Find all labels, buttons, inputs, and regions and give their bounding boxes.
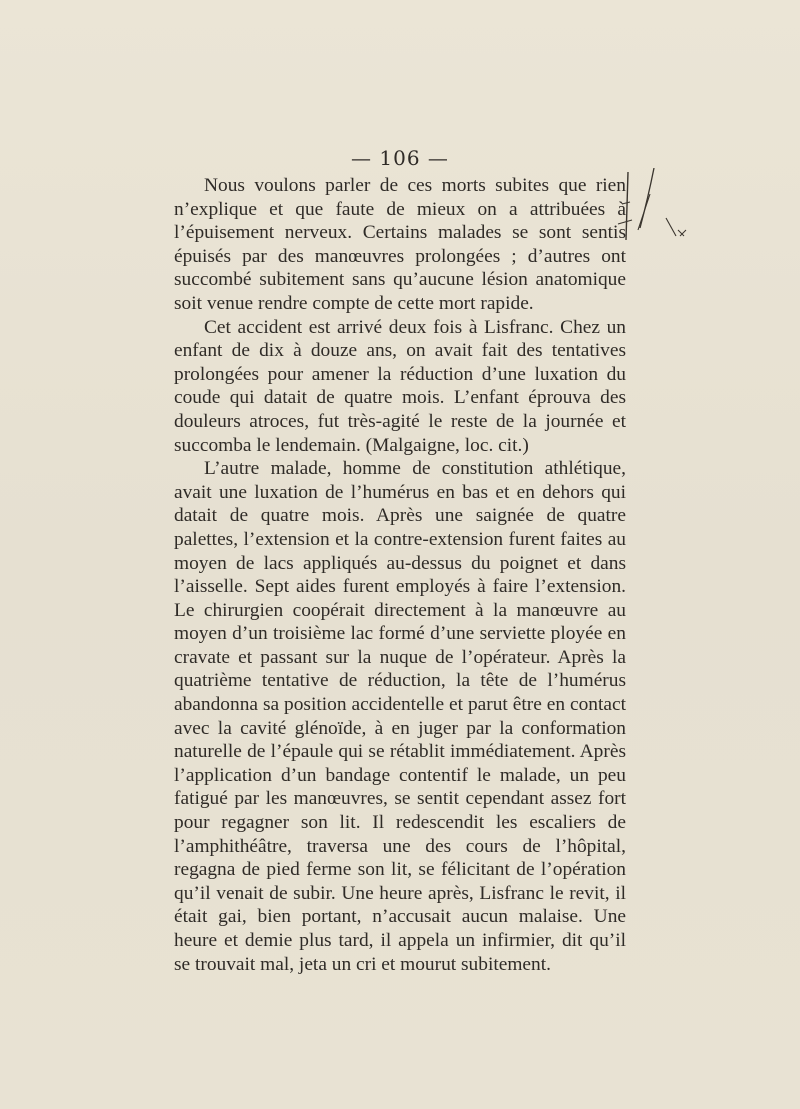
paragraph-2: Cet accident est arrivé deux fois à Lisfranc. Chez un enfant de dix à douze ans, on avait fait des tentatives prolongées pour amener la réduction d’une luxation du coude qui datait de quatre mois. L’enfant éprouva des douleurs atroces, fut très-agité le reste de la journée et succomba le lendemain. (Malgaigne, loc. cit.) [174, 316, 626, 456]
pencil-bracket-marks-icon [614, 168, 704, 248]
page-number: — 106 — [351, 146, 449, 170]
body-text [174, 174, 626, 976]
paragraph-3: L’autre malade, homme de constitution athlétique, avait une luxation de l’humérus en bas et en dehors qui datait de quatre mois. Après une saignée de quatre palettes, l’extension et la contre-extension furent faites au moyen de lacs appliqués au-dessus du poignet et dans l’aisselle. Sept aides furent employés à faire l’extension. Le chirurgien coopérait directement à la manœuvre au moyen d’un troisième lac formé d’une serviette ployée en cravate et passant sur la nuque de l’opérateur. Après la quatrième tentative de réduction, la tête de l’humérus abandonna sa position accidentelle et parut être en contact avec la cavité glénoïde, à en juger par la conformation naturelle de l’épaule qui se rétablit immédiatement. Après l’application d’un bandage contentif le malade, un peu fatigué par les manœuvres, se sentit cependant assez fort pour regagner son lit. Il redescendit les escaliers de l’amphithéâtre, traversa une des cours de l’hôpital, regagna de pied ferme son lit, se félicitant de l’opération qu’il venait de subir. Une heure après, Lisfranc le revit, il était gai, bien portant, n’accusait aucun malaise. Une heure et demie plus tard, il appela un infirmier, dit qu’il se trouvait mal, jeta un cri et mourut subitement. [174, 458, 626, 975]
paragraph-1: Nous voulons parler de ces morts subites que rien n’explique et que faute de mieux on a attribuées à l’épuisement nerveux. Certains malades se sont sentis épuisés par des manœuvres prolongées ; d’autres ont succombé subitement sans qu’aucune lésion anatomique soit venue rendre compte de cette mort rapide. [174, 175, 626, 314]
